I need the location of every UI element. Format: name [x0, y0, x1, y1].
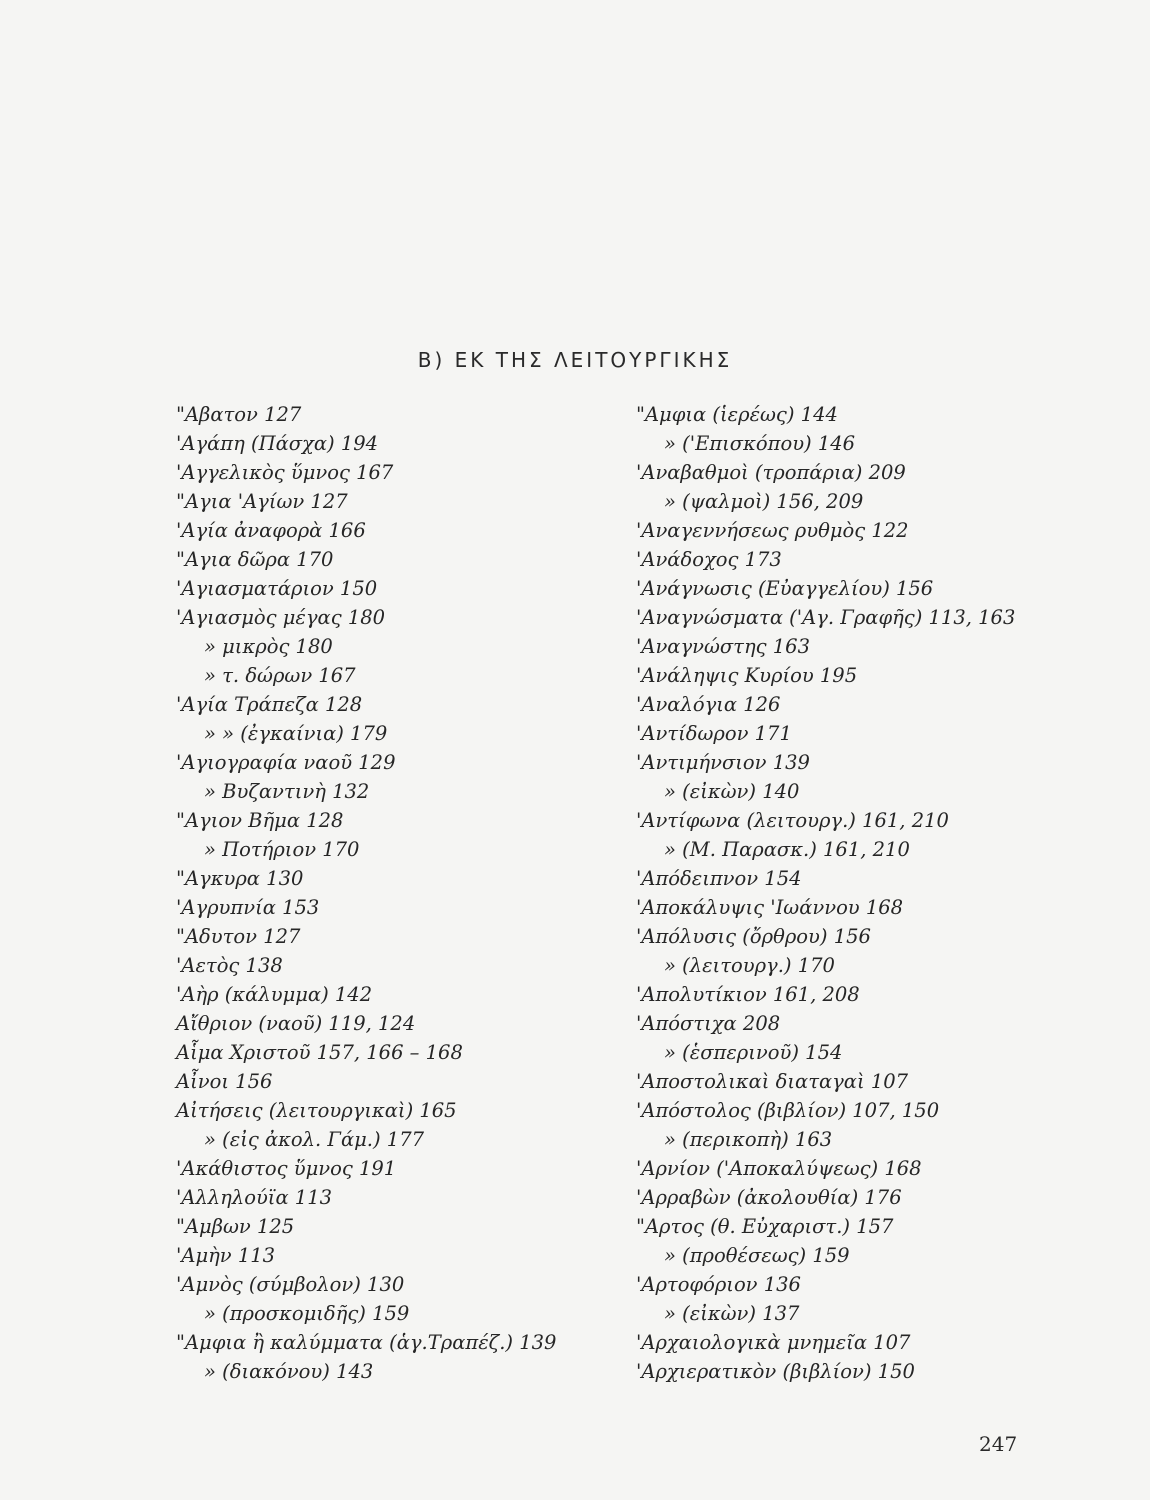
index-entry: » τ. δώρων 167: [204, 664, 356, 687]
index-entry: » μικρὸς 180: [204, 635, 333, 658]
index-entry: 'Απόστιχα 208: [636, 1012, 781, 1035]
index-entry: 'Αετὸς 138: [176, 954, 283, 977]
index-entry: 'Απόστολος (βιβλίον) 107, 150: [636, 1099, 940, 1122]
index-entry: » » (ἐγκαίνια) 179: [204, 722, 388, 745]
index-entry: 'Αναγνώσματα ('Αγ. Γραφῆς) 113, 163: [636, 606, 1016, 629]
index-entry: 'Αντιμήνσιον 139: [636, 751, 810, 774]
index-entry: » (Μ. Παρασκ.) 161, 210: [664, 838, 910, 861]
index-entry: » (προσκομιδῆς) 159: [204, 1302, 410, 1325]
index-entry: 'Αντίδωρον 171: [636, 722, 792, 745]
index-entry: 'Αγιογραφία ναοῦ 129: [176, 751, 396, 774]
index-entry: 'Αποστολικαὶ διαταγαὶ 107: [636, 1070, 909, 1093]
index-entry: 'Αντίφωνα (λειτουργ.) 161, 210: [636, 809, 949, 832]
index-entry: 'Αγιασμὸς μέγας 180: [176, 606, 386, 629]
index-entry: » Βυζαντινὴ 132: [204, 780, 370, 803]
index-entry: "Αμφια ἢ καλύμματα (ἁγ.Τραπέζ.) 139: [176, 1331, 557, 1354]
index-entry: 'Αγρυπνία 153: [176, 896, 320, 919]
page-number: 247: [979, 1432, 1018, 1456]
index-entry: 'Ανάδοχος 173: [636, 548, 782, 571]
index-entry: » (λειτουργ.) 170: [664, 954, 835, 977]
index-entry: 'Αγάπη (Πάσχα) 194: [176, 432, 379, 455]
index-entry: "Αμφια (ἱερέως) 144: [636, 403, 838, 426]
index-entry: Αἷμα Χριστοῦ 157, 166 – 168: [176, 1041, 463, 1064]
index-entry: 'Αλληλούϊα 113: [176, 1186, 333, 1209]
index-entry: "Αγιον Βῆμα 128: [176, 809, 344, 832]
index-entry: » (εἰκὼν) 137: [664, 1302, 800, 1325]
index-entry: "Αγια 'Αγίων 127: [176, 490, 348, 513]
index-entry: 'Ανάληψις Κυρίου 195: [636, 664, 858, 687]
index-column-right: [636, 400, 1056, 1386]
index-entry: 'Αμνὸς (σύμβολον) 130: [176, 1273, 405, 1296]
index-entry: 'Ακάθιστος ὕμνος 191: [176, 1157, 397, 1180]
index-entry: » (διακόνου) 143: [204, 1360, 374, 1383]
index-entry: 'Απόδειπνον 154: [636, 867, 802, 890]
index-entry: 'Ανάγνωσις (Εὐαγγελίου) 156: [636, 577, 934, 600]
index-entry: "Αγκυρα 130: [176, 867, 304, 890]
index-entry: 'Αμὴν 113: [176, 1244, 276, 1267]
index-entry: Αἰτήσεις (λειτουργικαὶ) 165: [176, 1099, 457, 1122]
index-entry: 'Αναγεννήσεως ρυθμὸς 122: [636, 519, 909, 542]
index-entry: » (προθέσεως) 159: [664, 1244, 850, 1267]
index-entry: 'Αρραβὼν (ἀκολουθία) 176: [636, 1186, 902, 1209]
index-entry: » (περικοπὴ) 163: [664, 1128, 833, 1151]
index-entry: 'Αγία ἀναφορὰ 166: [176, 519, 366, 542]
index-entry: 'Αρνίον ('Αποκαλύψεως) 168: [636, 1157, 922, 1180]
index-entry: » (ψαλμοὶ) 156, 209: [664, 490, 864, 513]
index-entry: » (ἑσπερινοῦ) 154: [664, 1041, 843, 1064]
index-column-left: [176, 400, 596, 1386]
index-entry: Αἴθριον (ναοῦ) 119, 124: [176, 1012, 416, 1035]
index-entry: 'Αναβαθμοὶ (τροπάρια) 209: [636, 461, 906, 484]
index-entry: 'Αὴρ (κάλυμμα) 142: [176, 983, 373, 1006]
index-entry: 'Αναγνώστης 163: [636, 635, 810, 658]
index-entry: 'Αρχαιολογικὰ μνημεῖα 107: [636, 1331, 911, 1354]
index-entry: 'Αγγελικὸς ὕμνος 167: [176, 461, 394, 484]
index-entry: "Αμβων 125: [176, 1215, 295, 1238]
index-entry: 'Αρτοφόριον 136: [636, 1273, 801, 1296]
index-entry: » (εἰκὼν) 140: [664, 780, 800, 803]
index-entry: 'Αγία Τράπεζα 128: [176, 693, 363, 716]
section-heading: Β) ΕΚ ΤΗΣ ΛΕΙΤΟΥΡΓΙΚΗΣ: [417, 348, 733, 372]
index-entry: "Αβατον 127: [176, 403, 302, 426]
index-entry: 'Απολυτίκιον 161, 208: [636, 983, 860, 1006]
index-entry: » ('Επισκόπου) 146: [664, 432, 856, 455]
index-entry: 'Απόλυσις (ὄρθρου) 156: [636, 925, 871, 948]
index-entry: Αἶνοι 156: [176, 1070, 273, 1093]
index-entry: 'Αγιασματάριον 150: [176, 577, 378, 600]
index-entry: 'Αρχιερατικὸν (βιβλίον) 150: [636, 1360, 915, 1383]
index-entry: "Αρτος (θ. Εὐχαριστ.) 157: [636, 1215, 894, 1238]
index-entry: 'Αναλόγια 126: [636, 693, 781, 716]
index-entry: 'Αποκάλυψις 'Ιωάννου 168: [636, 896, 904, 919]
index-entry: "Αγια δῶρα 170: [176, 548, 334, 571]
index-entry: "Αδυτον 127: [176, 925, 301, 948]
index-entry: » Ποτήριον 170: [204, 838, 360, 861]
index-entry: » (εἰς ἀκολ. Γάμ.) 177: [204, 1128, 425, 1151]
